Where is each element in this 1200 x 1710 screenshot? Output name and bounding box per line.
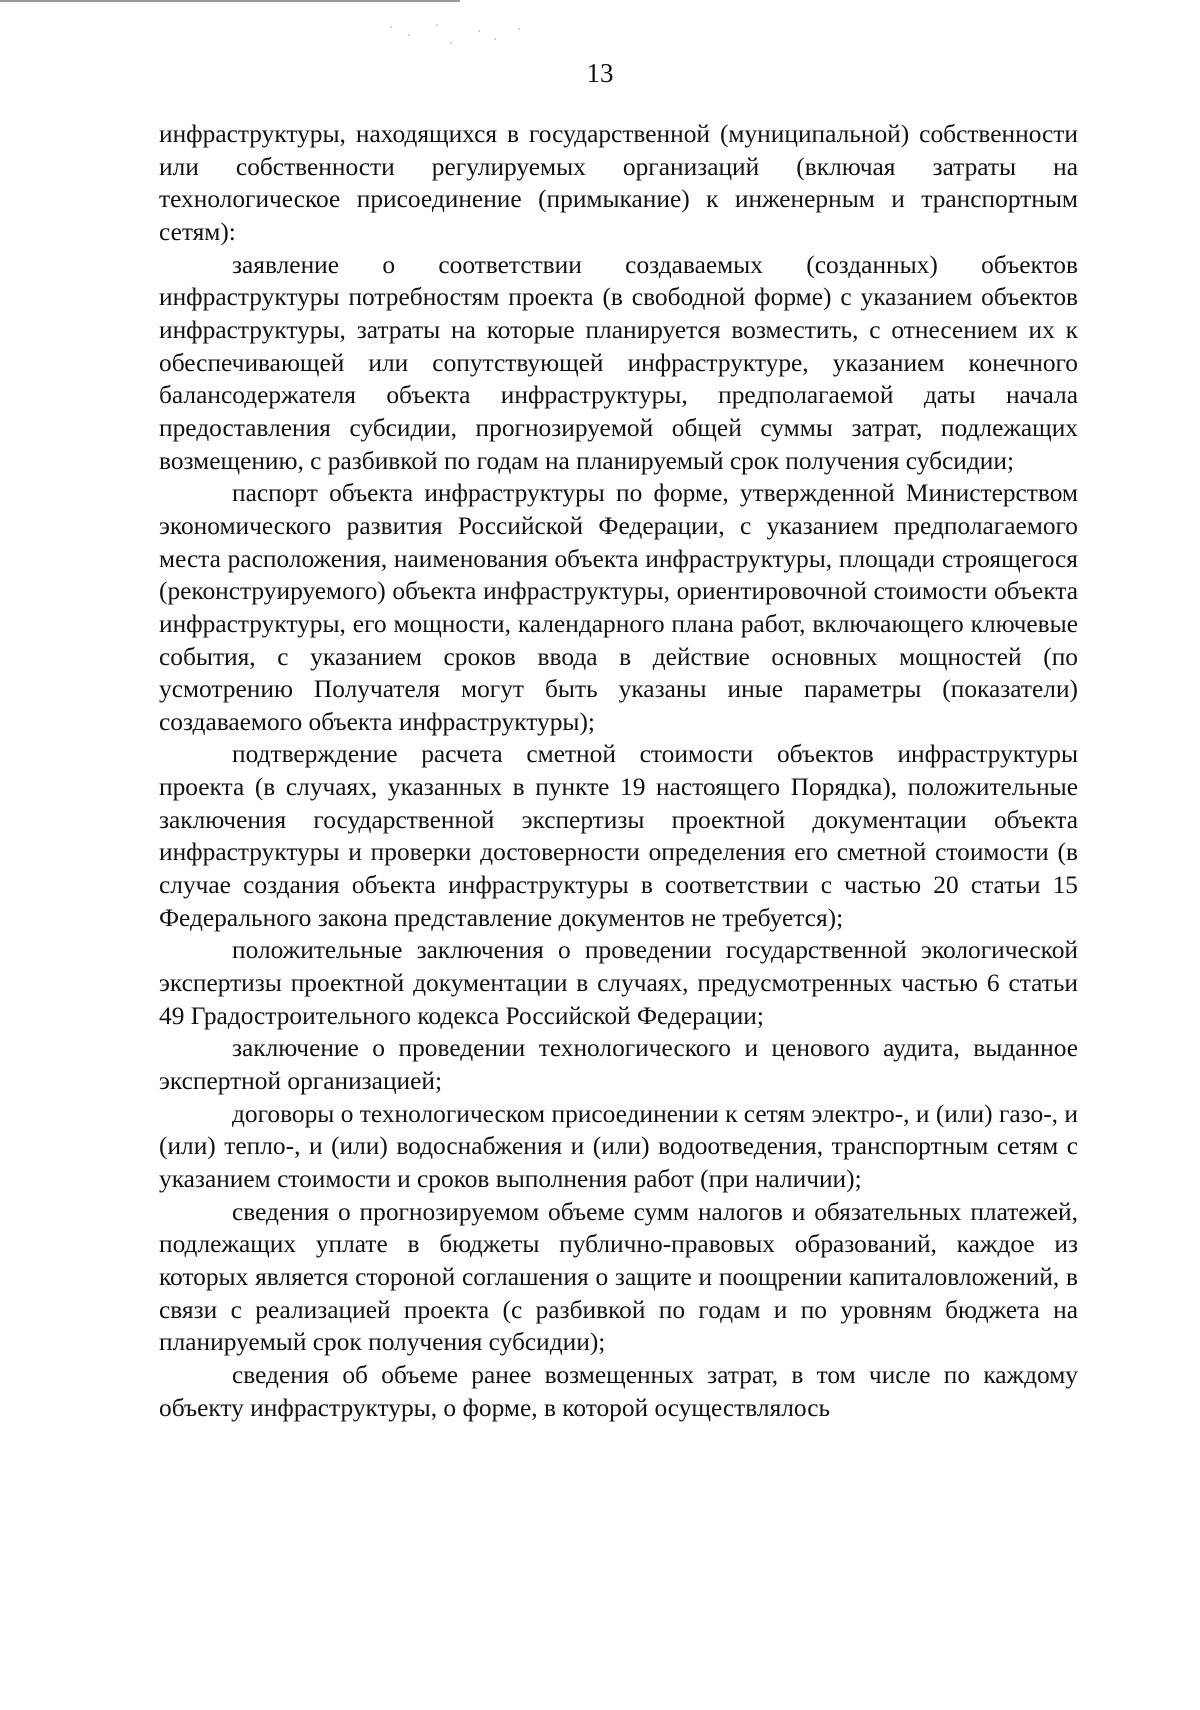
paragraph-8: сведения о прогнозируемом объеме сумм налогов и обязательных платежей, подлежащих уплате в бюджеты публично-правовых образований, каждое из которых является стороной соглашения о защите и поощрении капиталовложений, в связи с реализацией проекта (с разбивкой по годам и по уровням бюджета на планируемый срок получения субсидии); [159, 1197, 1078, 1357]
scan-speckles [390, 22, 530, 50]
document-body [159, 118, 1078, 1424]
paragraph-6: заключение о проведении технологического и ценового аудита, выданное экспертной организацией; [159, 1034, 1078, 1096]
paragraph-1: инфраструктуры, находящихся в государственной (муниципальной) собственности или собственности регулируемых организаций (включая затраты на технологическое присоединение (примыкание) к инженерным и транспортным сетям): [159, 120, 1078, 246]
paragraph-7: договоры о технологическом присоединении к сетям электро-, и (или) газо-, и (или) тепло-, и (или) водоснабжения и (или) водоотведения, транспортным сетям с указанием стоимости и сроков выполнения работ (при наличии); [159, 1099, 1078, 1193]
scan-edge-line [0, 0, 460, 2]
paragraph-3: паспорт объекта инфраструктуры по форме, утвержденной Министерством экономического развития Российской Федерации, с указанием предполагаемого места расположения, наименования объекта инфраструктуры, площади строящегося (реконструируемого) объекта инфраструктуры, ориентировочной стоимости объекта инфраструктуры, его мощности, календарного плана работ, включающего ключевые события, с указанием сроков ввода в действие основных мощностей (по усмотрению Получателя могут быть указаны иные параметры (показатели) создаваемого объекта инфраструктуры); [159, 479, 1078, 736]
paragraph-5: положительные заключения о проведении государственной экологической экспертизы проектной документации в случаях, предусмотренных частью 6 статьи 49 Градостроительного кодекса Российской Федерации; [159, 936, 1078, 1030]
paragraph-4: подтверждение расчета сметной стоимости объектов инфраструктуры проекта (в случаях, указанных в пункте 19 настоящего Порядка), положительные заключения государственной экспертизы проектной документации объекта инфраструктуры и проверки достоверности определения его сметной стоимости (в случае создания объекта инфраструктуры в соответствии с частью 20 статьи 15 Федерального закона представление документов не требуется); [159, 740, 1078, 932]
page-number: 13 [586, 58, 614, 88]
paragraph-9: сведения об объеме ранее возмещенных затрат, в том числе по каждому объекту инфраструктуры, о форме, в которой осуществлялось [159, 1360, 1078, 1422]
paragraph-2: заявление о соответствии создаваемых (созданных) объектов инфраструктуры потребностям проекта (в свободной форме) с указанием объектов инфраструктуры, затраты на которые планируется возместить, с отнесением их к обеспечивающей или сопутствующей инфраструктуре, указанием конечного балансодержателя объекта инфраструктуры, предполагаемой даты начала предоставления субсидии, прогнозируемой общей суммы затрат, подлежащих возмещению, с разбивкой по годам на планируемый срок получения субсидии; [159, 250, 1078, 475]
